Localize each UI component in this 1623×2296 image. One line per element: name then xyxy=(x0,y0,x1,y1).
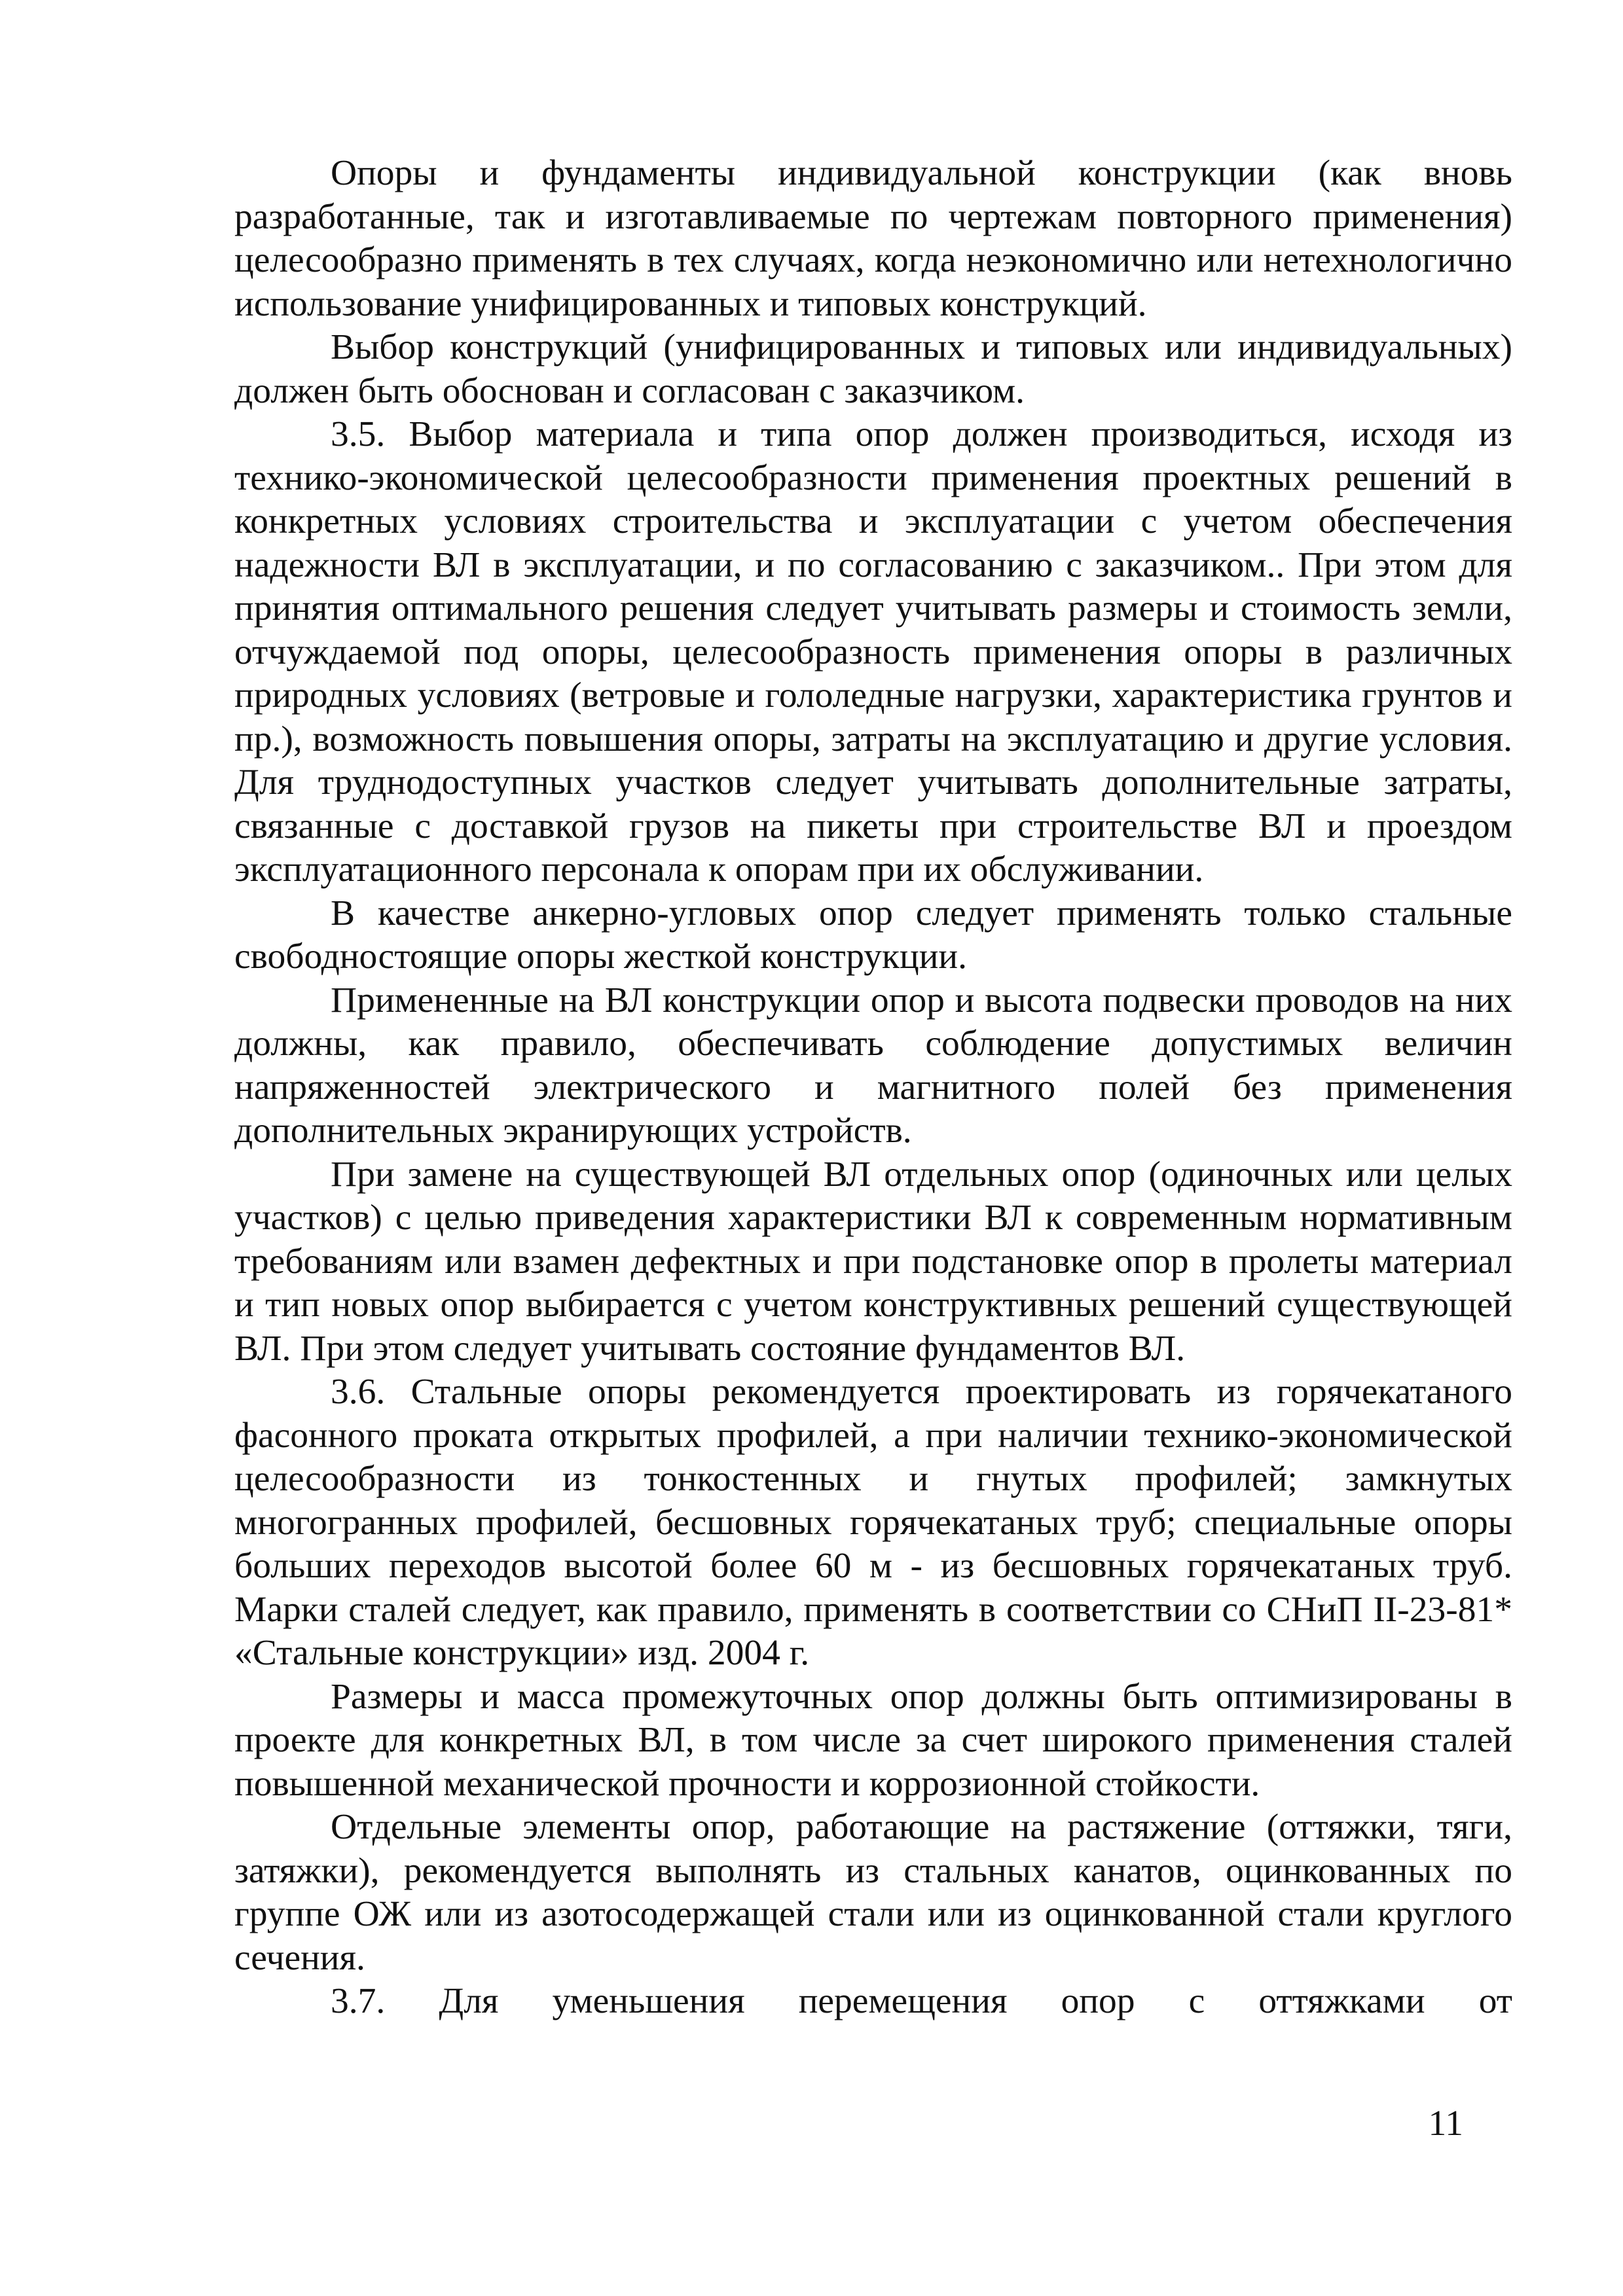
paragraph-suspension-height: Примененные на ВЛ конструкции опор и высота подвески проводов на них должны, как правило, обеспечивать соблюдение допустимых величин напряженностей электрического и магнитного полей без применения дополнительных экранирующих устройств. xyxy=(234,980,1512,1151)
paragraph-anchor-angle-supports: В качестве анкерно-угловых опор следует применять только стальные свободностоящие опоры жесткой конструкции. xyxy=(234,893,1512,977)
paragraph-section-3-5: 3.5. Выбор материала и типа опор должен производиться, исходя из технико-экономической целесообразности применения проектных решений в конкретных условиях строительства и эксплуатации с учетом обеспечения надежности ВЛ в эксплуатации, и по согласованию с заказчиком.. При этом для принятия оптимального решения следует учитывать размеры и стоимость земли, отчуждаемой под опоры, целесообразность применения опоры в различных природных условиях (ветровые и гололедные нагрузки, характеристика грунтов и пр.), возможность повышения опоры, затраты на эксплуатацию и другие условия. Для труднодоступных участков следует учитывать дополнительные затраты, связанные с доставкой грузов на пикеты при строительстве ВЛ и проездом эксплуатационного персонала к опорам при их обслуживании. xyxy=(234,414,1512,889)
paragraph-choice-of-constructions: Выбор конструкций (унифицированных и типовых или индивидуальных) должен быть обоснован и согласован с заказчиком. xyxy=(234,327,1512,411)
page-body xyxy=(234,152,1512,2024)
paragraph-tension-elements: Отдельные элементы опор, работающие на растяжение (оттяжки, тяги, затяжки), рекомендуется выполнять из стальных канатов, оцинкованных по группе ОЖ или из азотосодержащей стали или из оцинкованной стали круглого сечения. xyxy=(234,1807,1512,1978)
page-number: 11 xyxy=(1428,2104,1463,2144)
paragraph-individual-supports: Опоры и фундаменты индивидуальной конструкции (как вновь разработанные, так и изготавливаемые по чертежам повторного применения) целесообразно применять в тех случаях, когда неэкономично или нетехнологично использование унифицированных и типовых конструкций. xyxy=(234,153,1512,324)
paragraph-section-3-7: 3.7. Для уменьшения перемещения опор с оттяжками от xyxy=(331,1981,1512,2021)
paragraph-support-replacement: При замене на существующей ВЛ отдельных опор (одиночных или целых участков) с целью приведения характеристики ВЛ к современным нормативным требованиям или взамен дефектных и при подстановке опор в пролеты материал и тип новых опор выбирается с учетом конструктивных решений существующей ВЛ. При этом следует учитывать состояние фундаментов ВЛ. xyxy=(234,1154,1512,1369)
paragraph-intermediate-supports: Размеры и масса промежуточных опор должны быть оптимизированы в проекте для конкретных ВЛ, в том числе за счет широкого применения сталей повышенной механической прочности и коррозионной стойкости. xyxy=(234,1676,1512,1804)
paragraph-section-3-6: 3.6. Стальные опоры рекомендуется проектировать из горячекатаного фасонного проката открытых профилей, а при наличии технико-экономической целесообразности из тонкостенных и гнутых профилей; замкнутых многогранных профилей, бесшовных горячекатаных труб; специальные опоры больших переходов высотой более 60 м - из бесшовных горячекатаных труб. Марки сталей следует, как правило, применять в соответствии со СНиП II-23-81* «Стальные конструкции» изд. 2004 г. xyxy=(234,1372,1512,1673)
